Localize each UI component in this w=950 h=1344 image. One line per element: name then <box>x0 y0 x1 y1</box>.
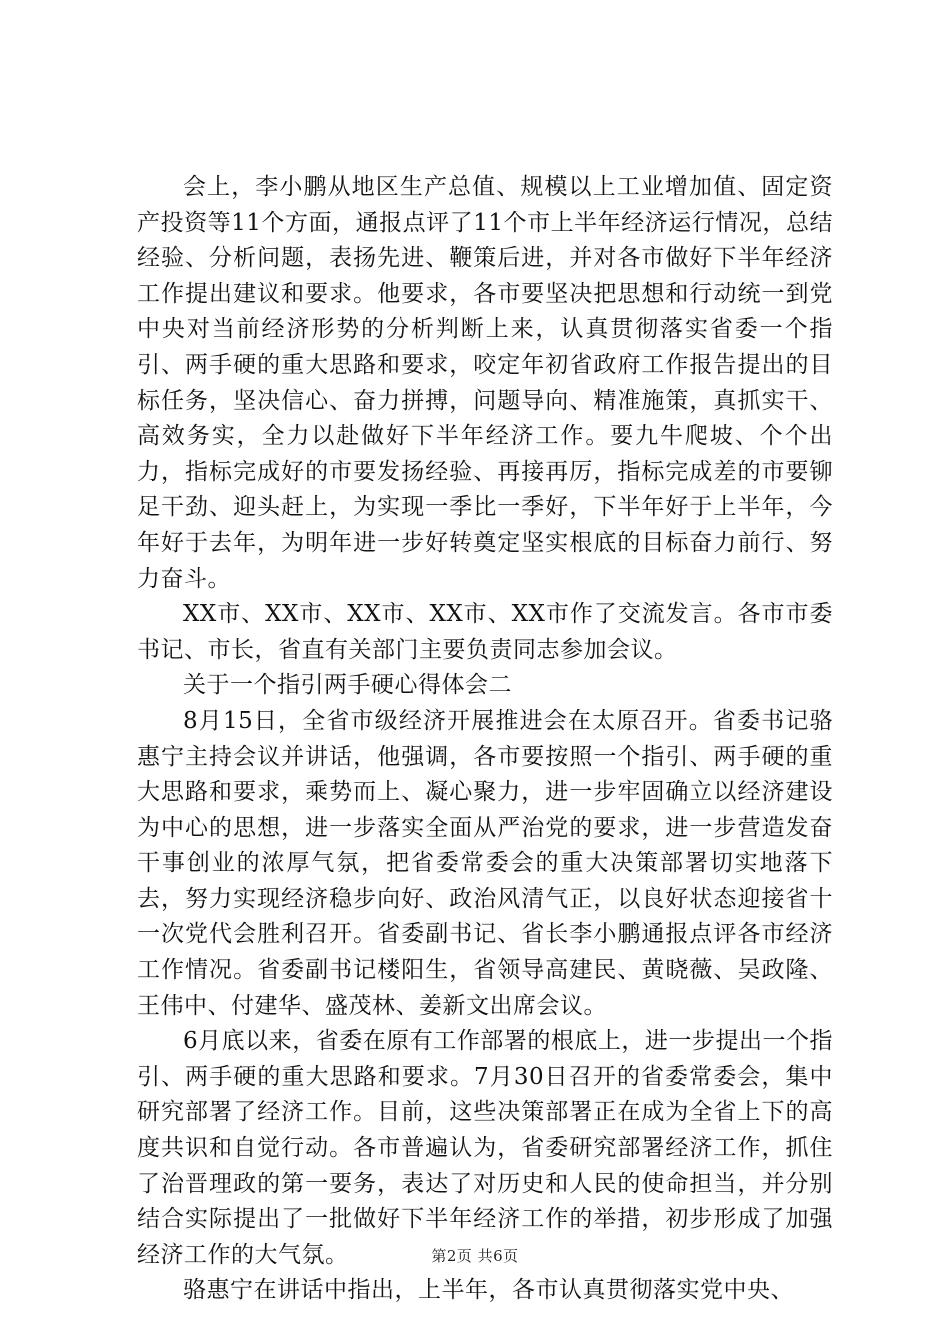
document-page <box>137 170 833 1309</box>
section-heading: 关于一个指引两手硬心得体会二 <box>183 672 512 699</box>
page-footer: 第2页 共6页 <box>431 1247 519 1265</box>
paragraph: 6月底以来，省委在原有工作部署的根底上，进一步提出一个指引、两手硬的重大思路和要求。7月30日召开的省委常委会，集中研究部署了经济工作。目前，这些决策部署正在成为全省上下的高度共识和自觉行动。各市普遍认为，省委研究部署经济工作，抓住了治晋理政的第一要务，表达了对历史和人民的使命担当，并分别结合实际提出了一批做好下半年经济工作的举措，初步形成了加强经济工作的大气氛。 <box>137 1028 833 1268</box>
paragraph: XX市、XX市、XX市、XX市、XX市作了交流发言。各市市委书记、市长，省直有关部门主要负责同志参加会议。 <box>137 601 833 663</box>
paragraph: 8月15日，全省市级经济开展推进会在太原召开。省委书记骆惠宁主持会议并讲话，他强调，各市要按照一个指引、两手硬的重大思路和要求，乘势而上、凝心聚力，进一步牢固确立以经济建设为中心的思想，进一步落实全面从严治党的要求，进一步营造发奋干事创业的浓厚气氛，把省委常委会的重大决策部署切实地落下去，努力实现经济稳步向好、政治风清气正，以良好状态迎接省十一次党代会胜利召开。省委副书记、省长李小鹏通报点评各市经济工作情况。省委副书记楼阳生，省领导高建民、黄晓薇、吴政隆、王伟中、付建华、盛茂林、姜新文出席会议。 <box>137 707 833 1019</box>
paragraph: 会上，李小鹏从地区生产总值、规模以上工业增加值、固定资产投资等11个方面，通报点评了11个市上半年经济运行情况，总结经验、分析问题，表扬先进、鞭策后进，并对各市做好下半年经济工作提出建议和要求。他要求，各市要坚决把思想和行动统一到党中央对当前经济形势的分析判断上来，认真贯彻落实省委一个指引、两手硬的重大思路和要求，咬定年初省政府工作报告提出的目标任务，坚决信心、奋力拼搏，问题导向、精准施策，真抓实干、高效务实，全力以赴做好下半年经济工作。要九牛爬坡、个个出力，指标完成好的市要发扬经验、再接再厉，指标完成差的市要铆足干劲、迎头赶上，为实现一季比一季好，下半年好于上半年，今年好于去年，为明年进一步好转奠定坚实根底的目标奋力前行、努力奋斗。 <box>137 174 833 592</box>
paragraph: 骆惠宁在讲话中指出，上半年，各市认真贯彻落实党中央、 <box>183 1277 794 1304</box>
